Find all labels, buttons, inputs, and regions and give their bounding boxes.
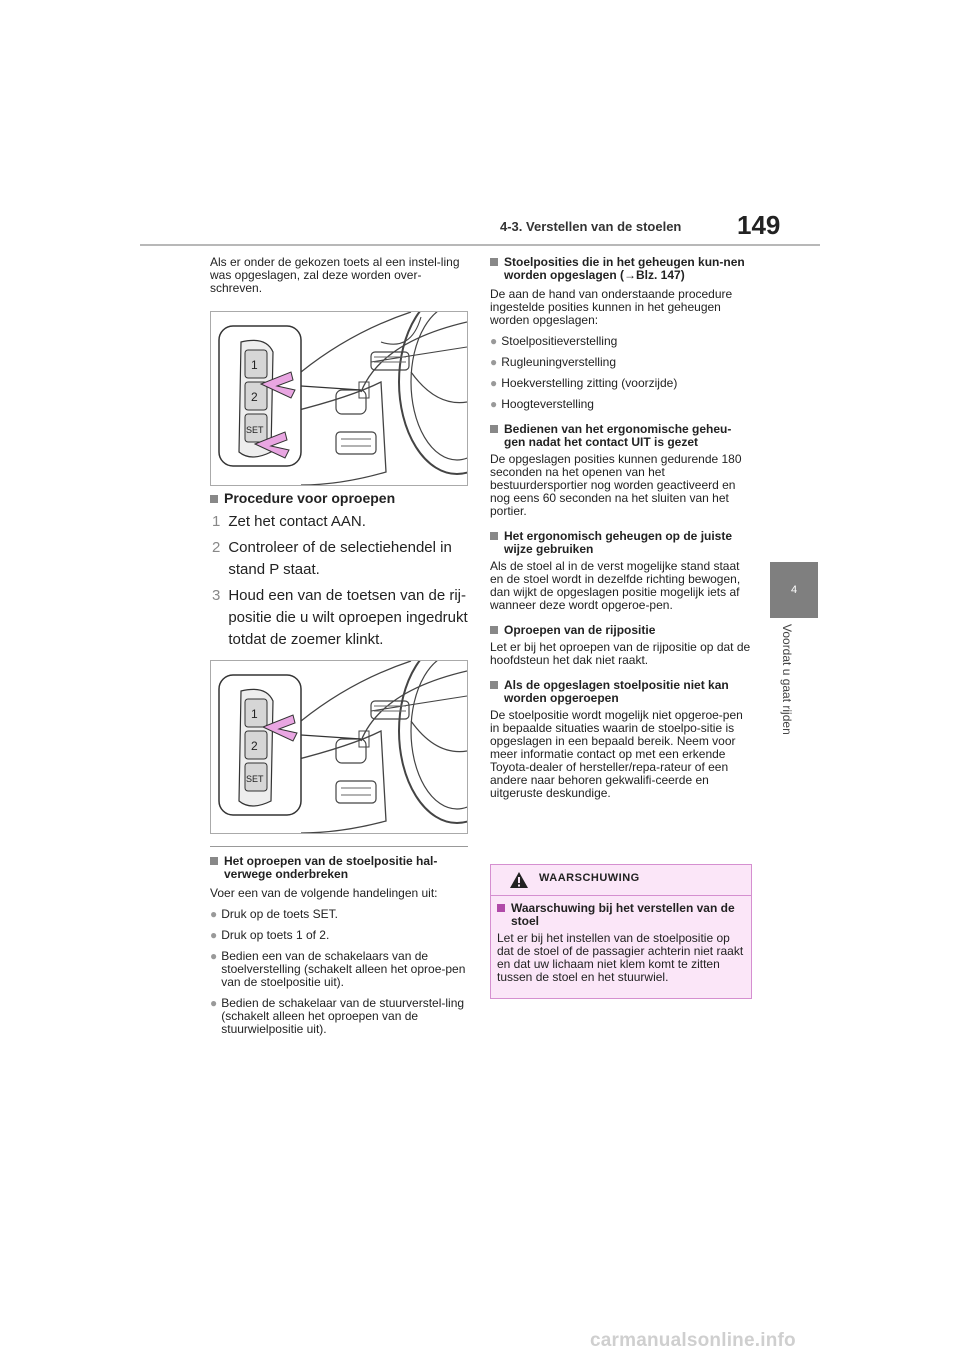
list-item-text: Hoogteverstelling (501, 397, 594, 411)
heading-square-icon (490, 425, 498, 433)
warning-heading-text: Waarschuwing bij het verstellen van de stoel (511, 901, 735, 928)
header-divider (140, 244, 820, 246)
heading-square-icon (490, 681, 498, 689)
button-2-label: 2 (251, 739, 258, 753)
warning-text: Let er bij het instellen van de stoelpositie op dat de stoel of de passagier achterin niet raakt en dat uw lichaam niet klem komt te zitten tussen de stoel en het stuurwiel. (497, 931, 744, 984)
warning-header (491, 865, 751, 896)
list-item (490, 356, 752, 369)
warning-box (490, 864, 752, 999)
fail-heading (490, 679, 752, 705)
bullet-icon: ● (490, 376, 498, 390)
warning-body (491, 896, 751, 984)
list-item (210, 908, 468, 921)
interrupt-intro: Voer een van de volgende handelingen uit: (210, 886, 438, 900)
bullet-icon: ● (210, 928, 218, 942)
correct-use-text: Als de stoel al in de verst mogelijke stand staat en de stoel wordt in dezelfde richting bewogen, dan wijkt de opgeslagen positie mogelijk iets af wanneer deze wordt opgeroe-pen. (490, 559, 741, 612)
figure-memory-buttons-recall (210, 660, 468, 834)
heading-square-icon (490, 532, 498, 540)
warning-triangle-icon (509, 871, 529, 889)
correct-use-heading (490, 530, 752, 556)
list-item-text: Stoelpositieverstelling (501, 334, 618, 348)
step-2 (212, 537, 470, 581)
step-1 (212, 511, 474, 533)
button-1-label: 1 (251, 358, 258, 372)
watermark: carmanualsonline.info (590, 1330, 796, 1351)
button-set-label: SET (246, 774, 264, 784)
memory-switch-illustration (211, 312, 467, 485)
recall-heading-text: Oproepen van de rijpositie (504, 623, 656, 637)
list-item (490, 335, 752, 348)
page-number: 149 (737, 210, 781, 240)
memory-switch-illustration-recall (211, 661, 467, 833)
list-item (210, 950, 468, 989)
step-number: 2 (212, 539, 221, 556)
warning-title: WAARSCHUWING (539, 872, 640, 884)
interrupt-heading (210, 855, 468, 881)
list-item-text: Druk op de toets SET. (221, 907, 338, 921)
intro-text: Als er onder de gekozen toets al een instel-ling was opgeslagen, zal deze worden over-schreven. (210, 255, 460, 295)
bullet-icon: ● (210, 996, 218, 1010)
section-title: 4-3. Verstellen van de stoelen (500, 219, 682, 234)
right-column (490, 256, 752, 800)
intro-paragraph (210, 256, 468, 295)
list-item-text: Bedien een van de schakelaars van de stoelverstelling (schakelt alleen het oproe-pen van de stoelpositie uit). (221, 949, 466, 989)
list-item-text: Druk op toets 1 of 2. (221, 928, 330, 942)
bullet-icon: ● (490, 397, 498, 411)
ergonomic-heading-text: Bedienen van het ergonomische geheu-gen nadat het contact UIT is gezet (504, 422, 732, 449)
heading-square-icon (490, 626, 498, 634)
section-divider (210, 846, 468, 847)
list-item-text: Rugleuningverstelling (501, 355, 616, 369)
step-text: Controleer of de selectiehendel in stand P staat. (228, 539, 452, 578)
bullet-icon: ● (210, 907, 218, 921)
warning-heading (497, 902, 745, 928)
button-set-label: SET (246, 425, 264, 435)
memory-heading (490, 256, 752, 282)
recall-text: Let er bij het oproepen van de rijpositie op dat de hoofdsteun het dak niet raakt. (490, 640, 751, 667)
procedure-heading (210, 490, 468, 506)
button-1-label: 1 (251, 707, 258, 721)
chapter-label-container (770, 620, 818, 770)
procedure-heading-text: Procedure voor oproepen (224, 490, 396, 506)
memory-heading-text: Stoelposities die in het geheugen kun-nen worden opgeslagen (→Blz. 147) (504, 255, 745, 282)
heading-square-icon (497, 904, 505, 912)
correct-use-heading-text: Het ergonomisch geheugen op de juiste wijze gebruiken (504, 529, 733, 556)
chapter-number: 4 (790, 584, 798, 596)
bullet-icon: ● (210, 949, 218, 963)
list-item (490, 398, 752, 411)
step-3 (212, 585, 470, 651)
button-2-label: 2 (251, 390, 258, 404)
heading-square-icon (210, 495, 218, 503)
step-number: 1 (212, 513, 221, 530)
list-item-text: Hoekverstelling zitting (voorzijde) (501, 376, 678, 390)
bullet-icon: ● (490, 355, 498, 369)
step-text: Zet het contact AAN. (228, 513, 366, 530)
step-text: Houd een van de toetsen van de rij-positie die u wilt oproepen ingedrukt totdat de zoemer klinkt. (228, 587, 468, 648)
list-item (210, 929, 468, 942)
ergonomic-text: De opgeslagen posities kunnen gedurende 180 seconden na het openen van het bestuurdersportier nog worden geactiveerd en nog eens 60 seconden na het sluiten van het portier. (490, 452, 742, 518)
chapter-tab (770, 562, 818, 618)
list-item-text: Bedien de schakelaar van de stuurverstel-ling (schakelt alleen het oproepen van de stuurwielpositie uit). (221, 996, 465, 1036)
step-number: 3 (212, 587, 221, 604)
recall-heading (490, 624, 752, 637)
figure-memory-buttons-set (210, 311, 468, 486)
heading-square-icon (210, 857, 218, 865)
list-item (210, 997, 468, 1036)
fail-text: De stoelpositie wordt mogelijk niet opgeroe-pen in bepaalde situaties waarin de stoelpo-sitie is opgeslagen in een bepaald bereik. Neem voor meer informatie contact op met een erkende Toyota-dealer of hersteller/repa-rateur of een andere naar behoren gekwalifi-ceerde en uitgeruste deskundige. (490, 708, 743, 800)
interrupt-heading-text: Het oproepen van de stoelpositie hal-verwege onderbreken (224, 854, 438, 881)
memory-intro: De aan de hand van onderstaande procedure ingestelde posities kunnen in het geheugen worden opgeslagen: (490, 287, 733, 327)
bullet-icon: ● (490, 334, 498, 348)
ergonomic-heading (490, 423, 752, 449)
interrupt-section (210, 855, 468, 1036)
fail-heading-text: Als de opgeslagen stoelpositie niet kan worden opgeroepen (504, 678, 729, 705)
chapter-label: Voordat u gaat rijden (780, 624, 794, 735)
heading-square-icon (490, 258, 498, 266)
list-item (490, 377, 752, 390)
